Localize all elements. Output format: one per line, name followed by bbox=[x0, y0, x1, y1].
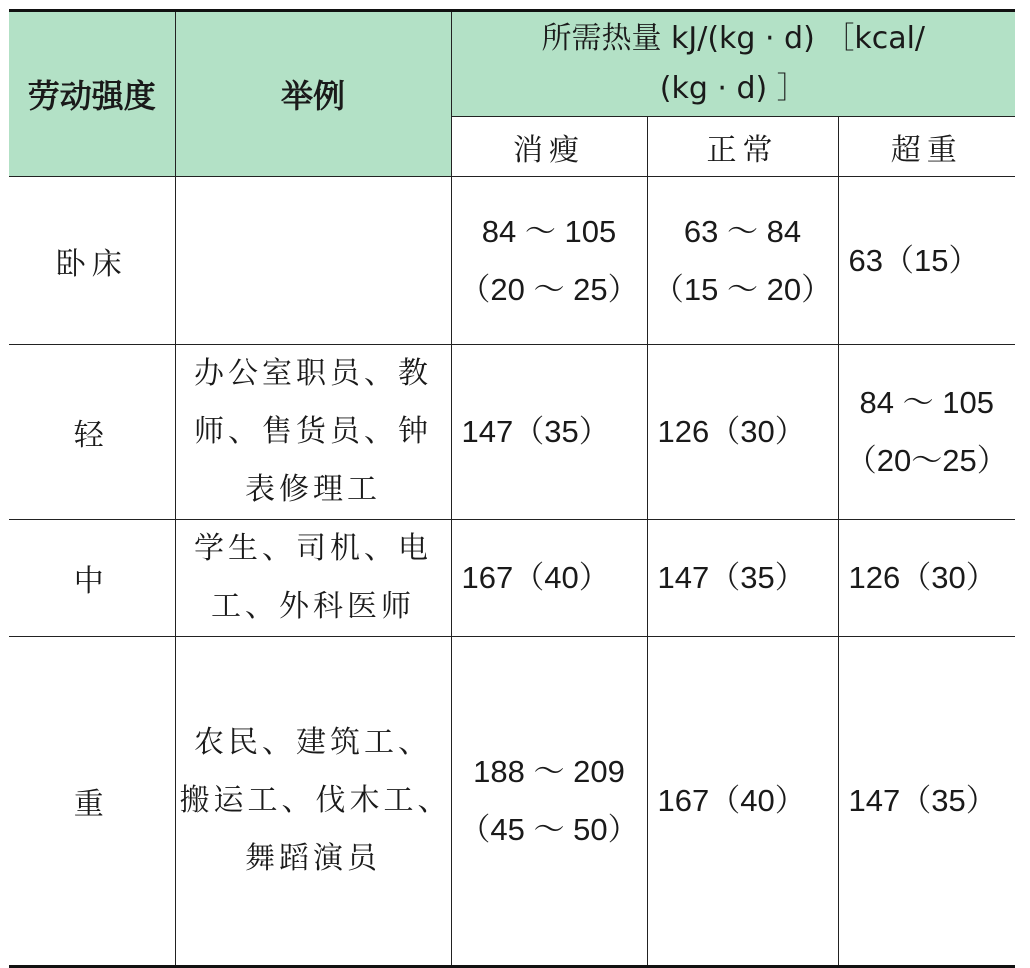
value-line: 188 ～ 209 bbox=[473, 754, 625, 789]
value-line: 167（40） bbox=[657, 783, 806, 818]
example-line: 农民、建筑工、 bbox=[194, 725, 432, 760]
overweight-cell bbox=[838, 177, 1015, 345]
overweight-cell bbox=[838, 520, 1015, 637]
thin-cell bbox=[451, 520, 647, 637]
example-line: 工、外科医师 bbox=[211, 589, 415, 624]
normal-cell bbox=[647, 177, 838, 345]
value-line: 84 ～ 105 bbox=[481, 213, 617, 249]
header-thin: 消瘦 bbox=[451, 117, 647, 177]
value-line: 63（15） bbox=[848, 242, 980, 278]
value-line: （20～25） bbox=[845, 443, 1008, 478]
overweight-cell bbox=[838, 637, 1015, 967]
level-cell: 轻 bbox=[9, 345, 175, 520]
example-line: 学生、司机、电 bbox=[194, 531, 432, 566]
table-row bbox=[9, 520, 1015, 637]
example-line: 办公室职员、教 bbox=[194, 356, 432, 391]
header-energy-line2: (kg · d) ］ bbox=[659, 71, 807, 106]
table-row bbox=[9, 637, 1015, 967]
level-cell: 中 bbox=[9, 520, 175, 637]
examples-cell bbox=[175, 520, 451, 637]
header-energy-line1: 所需热量 kJ/(kg · d) ［kcal/ bbox=[541, 21, 926, 56]
header-normal: 正常 bbox=[647, 117, 838, 177]
value-line: 126（30） bbox=[657, 414, 806, 449]
value-line: 147（35） bbox=[461, 414, 610, 449]
example-line: 舞蹈演员 bbox=[245, 841, 381, 876]
thin-cell bbox=[451, 637, 647, 967]
examples-cell bbox=[175, 177, 451, 345]
value-line: 84 ～ 105 bbox=[859, 385, 994, 420]
examples-cell bbox=[175, 637, 451, 967]
examples-cell bbox=[175, 345, 451, 520]
value-line: 147（35） bbox=[848, 783, 997, 818]
value-line: 147（35） bbox=[657, 560, 806, 595]
thin-cell bbox=[451, 177, 647, 345]
example-line: 师、售货员、钟 bbox=[194, 414, 432, 449]
example-line: 表修理工 bbox=[245, 472, 381, 507]
normal-cell bbox=[647, 637, 838, 967]
value-line: （15 ～ 20） bbox=[652, 271, 833, 307]
normal-cell bbox=[647, 520, 838, 637]
value-line: （20 ～ 25） bbox=[459, 271, 639, 307]
header-overweight: 超重 bbox=[838, 117, 1015, 177]
overweight-cell bbox=[838, 345, 1015, 520]
value-line: 63 ～ 84 bbox=[683, 213, 802, 249]
table-row bbox=[9, 345, 1015, 520]
energy-requirement-table bbox=[9, 9, 1015, 968]
value-line: 126（30） bbox=[848, 560, 997, 595]
normal-cell bbox=[647, 345, 838, 520]
header-energy bbox=[451, 11, 1015, 117]
value-line: （45 ～ 50） bbox=[459, 812, 639, 847]
example-line: 搬运工、伐木工、 bbox=[179, 783, 452, 818]
level-cell: 卧床 bbox=[9, 177, 175, 345]
thin-cell bbox=[451, 345, 647, 520]
value-line: 167（40） bbox=[461, 560, 610, 595]
header-intensity: 劳动强度 bbox=[9, 11, 175, 177]
header-examples: 举例 bbox=[175, 11, 451, 177]
table-row bbox=[9, 177, 1015, 345]
level-cell: 重 bbox=[9, 637, 175, 967]
